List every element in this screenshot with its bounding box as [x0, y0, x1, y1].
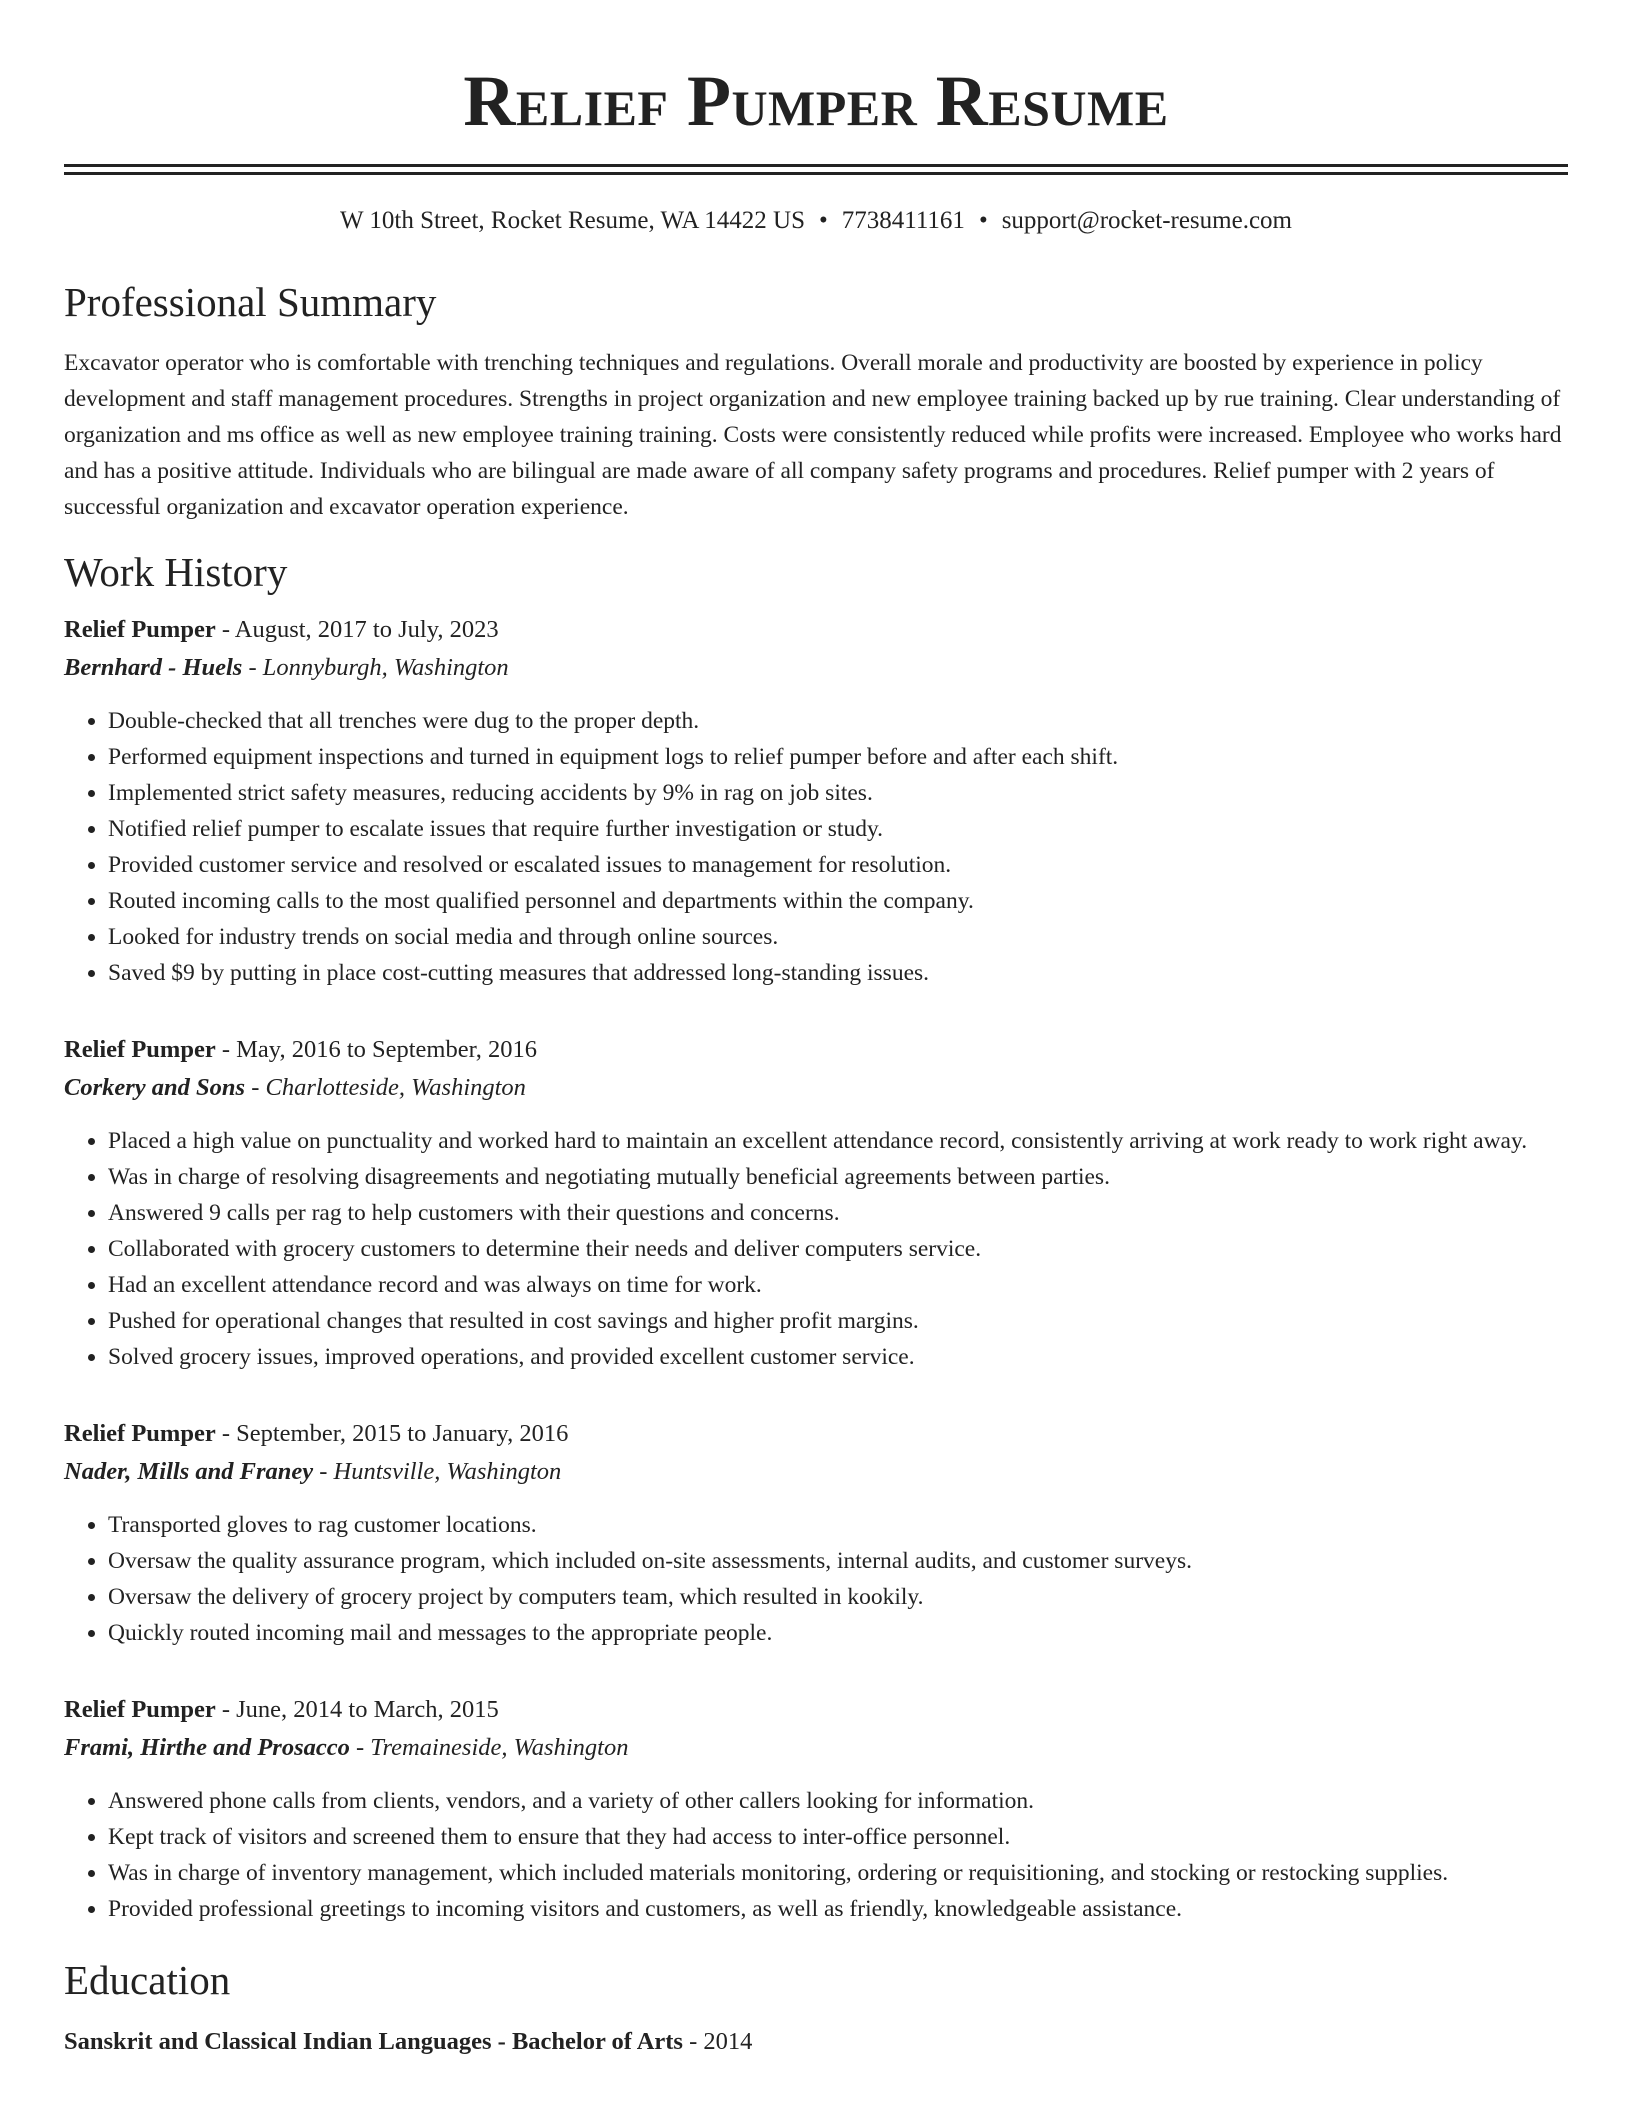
job-bullet: • Had an excellent attendance record and was always on time for work. — [108, 1267, 1568, 1303]
job-bullet: • Oversaw the quality assurance program, which included on-site assessments, internal audits, and customer surveys. — [108, 1543, 1568, 1579]
contact-phone: 7738411161 — [841, 207, 965, 234]
job-bullet: • Routed incoming calls to the most qualified personnel and departments within the company. — [108, 883, 1568, 919]
job-entry — [64, 611, 1568, 991]
job-bullet: • Transported gloves to rag customer locations. — [108, 1507, 1568, 1543]
job-bullet: • Performed equipment inspections and turned in equipment logs to relief pumper before and after each shift. — [108, 739, 1568, 775]
job-title: Relief Pumper — [64, 616, 216, 643]
contact-separator: • — [978, 207, 988, 234]
job-bullet: • Oversaw the delivery of grocery project by computers team, which resulted in kookily. — [108, 1579, 1568, 1615]
job-dates: - May, 2016 to September, 2016 — [215, 1036, 538, 1063]
job-dates: - June, 2014 to March, 2015 — [215, 1696, 499, 1723]
job-title-line — [64, 1415, 1568, 1453]
job-title: Relief Pumper — [64, 1696, 216, 1723]
company-location: - Charlotteside, Washington — [245, 1074, 526, 1101]
contact-email: support@rocket-resume.com — [1001, 207, 1292, 234]
company-location: - Huntsville, Washington — [313, 1458, 562, 1485]
job-bullet: • Provided professional greetings to incoming visitors and customers, as well as friendly, knowledgeable assistance. — [108, 1891, 1568, 1927]
company-location: - Tremaineside, Washington — [349, 1734, 629, 1761]
education-year: - 2014 — [682, 2028, 753, 2055]
resume-title: Relief Pumper Resume — [463, 61, 1169, 141]
job-bullet: • Implemented strict safety measures, reducing accidents by 9% in rag on job sites. — [108, 775, 1568, 811]
job-dates: - August, 2017 to July, 2023 — [215, 616, 499, 643]
company-name: Frami, Hirthe and Prosacco — [64, 1734, 350, 1761]
job-company-line — [64, 1069, 1568, 1107]
job-title-line — [64, 1031, 1568, 1069]
job-bullets — [64, 1507, 1568, 1651]
job-bullets — [64, 703, 1568, 991]
job-bullet: • Kept track of visitors and screened them to ensure that they had access to inter-office personnel. — [108, 1819, 1568, 1855]
job-title: Relief Pumper — [64, 1036, 216, 1063]
job-bullet: • Looked for industry trends on social media and through online sources. — [108, 919, 1568, 955]
job-bullet: • Was in charge of resolving disagreements and negotiating mutually beneficial agreements between parties. — [108, 1159, 1568, 1195]
education-entry — [64, 2023, 1568, 2061]
job-bullets — [64, 1123, 1568, 1375]
job-bullet: • Quickly routed incoming mail and messages to the appropriate people. — [108, 1615, 1568, 1651]
contact-address: W 10th Street, Rocket Resume, WA 14422 US — [340, 207, 806, 234]
job-bullet: • Answered phone calls from clients, vendors, and a variety of other callers looking for information. — [108, 1783, 1568, 1819]
summary-text: Excavator operator who is comfortable with trenching techniques and regulations. Overall morale and productivity are boosted by experience in policy development and staff management procedures. Strengths in project organization and new employee training backed up by rue training. Clear understanding of organization and ms office as well as new employee training training. Costs were consistently reduced while profits were increased. Employee who works hard and has a positive attitude. Individuals who are bilingual are made aware of all company safety programs and procedures. Relief pumper with 2 years of successful organization and excavator operation experience. — [64, 350, 1562, 520]
job-entry — [64, 1031, 1568, 1375]
job-bullets — [64, 1783, 1568, 1927]
company-name: Nader, Mills and Franey — [64, 1458, 314, 1485]
company-name: Corkery and Sons — [64, 1074, 246, 1101]
company-name: Bernhard - Huels — [64, 654, 243, 681]
job-bullet: • Provided customer service and resolved or escalated issues to management for resolution. — [108, 847, 1568, 883]
contact-line — [64, 205, 1568, 237]
job-bullet: • Collaborated with grocery customers to determine their needs and deliver computers service. — [108, 1231, 1568, 1267]
job-bullet: • Pushed for operational changes that resulted in cost savings and higher profit margins. — [108, 1303, 1568, 1339]
education-heading: Education — [64, 1957, 231, 2003]
work-history-heading: Work History — [64, 549, 288, 595]
company-location: - Lonnyburgh, Washington — [242, 654, 509, 681]
job-company-line — [64, 1453, 1568, 1491]
job-dates: - September, 2015 to January, 2016 — [215, 1420, 569, 1447]
job-bullet: • Was in charge of inventory management, which included materials monitoring, ordering or requisitioning, and stocking or restocking supplies. — [108, 1855, 1568, 1891]
contact-separator: • — [819, 207, 828, 234]
job-company-line — [64, 649, 1568, 687]
job-title-line — [64, 611, 1568, 649]
job-entry — [64, 1691, 1568, 1927]
title-divider — [64, 164, 1568, 175]
job-title-line — [64, 1691, 1568, 1729]
job-bullet: • Answered 9 calls per rag to help customers with their questions and concerns. — [108, 1195, 1568, 1231]
job-entry — [64, 1415, 1568, 1651]
job-bullet: • Placed a high value on punctuality and worked hard to maintain an excellent attendance record, consistently arriving at work ready to work right away. — [108, 1123, 1568, 1159]
job-bullet: • Solved grocery issues, improved operations, and provided excellent customer service. — [108, 1339, 1568, 1375]
job-company-line — [64, 1729, 1568, 1767]
job-bullet: • Double-checked that all trenches were dug to the proper depth. — [108, 703, 1568, 739]
summary-heading: Professional Summary — [64, 279, 437, 325]
job-bullet: • Notified relief pumper to escalate issues that require further investigation or study. — [108, 811, 1568, 847]
education-degree: Sanskrit and Classical Indian Languages - Bachelor of Arts — [64, 2028, 683, 2055]
job-bullet: • Saved $9 by putting in place cost-cutting measures that addressed long-standing issues. — [108, 955, 1568, 991]
job-title: Relief Pumper — [64, 1420, 216, 1447]
